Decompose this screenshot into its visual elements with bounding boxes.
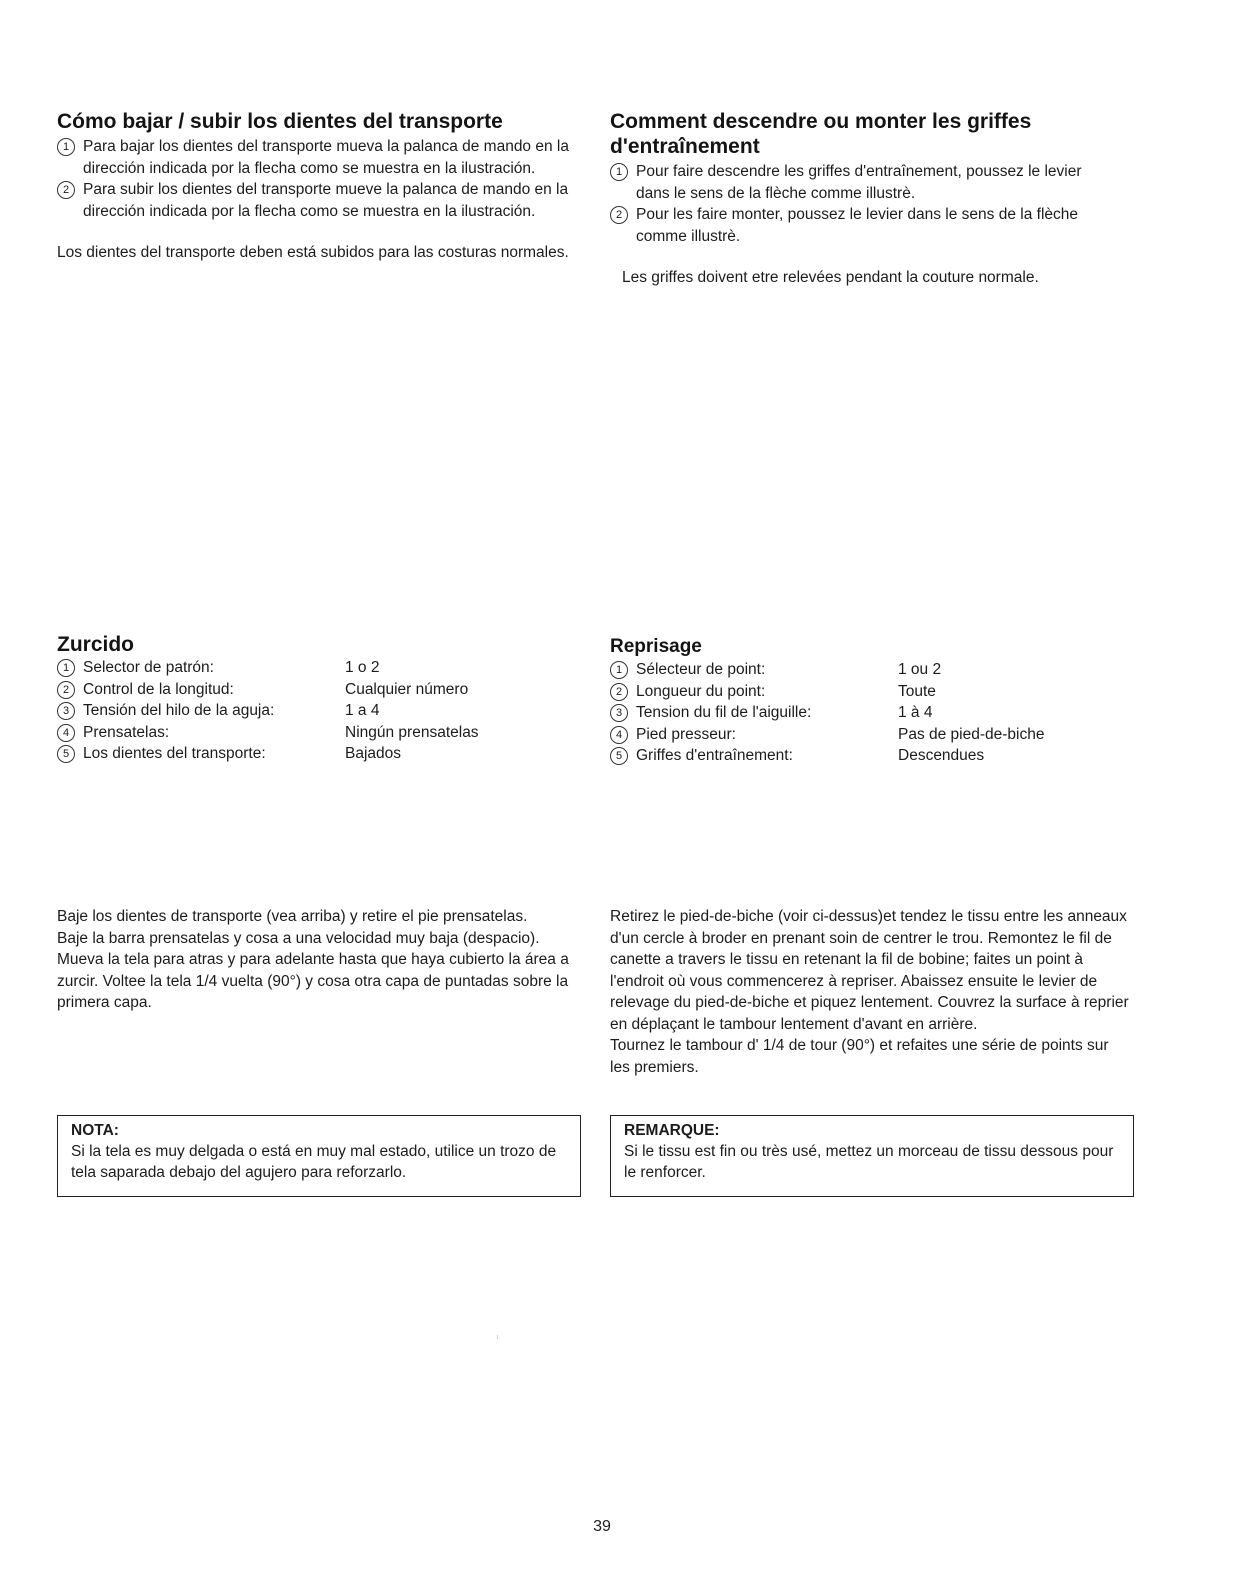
fr-feed-dogs-step [610,204,1110,247]
instruction-paragraph: Mueva la tela para atras y para adelante hasta que haya cubierto la área a zurcir. Voltee la tela 1/4 vuelta (90°) y cosa otra capa de puntadas sobre la primera capa. [57,951,569,1011]
settings-row [610,724,1045,746]
es-darning-settings [57,657,479,765]
settings-row [57,743,479,765]
circled-number: 5 [610,747,628,765]
fr-feed-dogs-note: Les griffes doivent etre relevées pendant la couture normale. [622,269,1039,286]
instruction-paragraph: Baje la barra prensatelas y cosa a una velocidad muy baja (despacio). [57,929,540,947]
step-text: Pour faire descendre les griffes d'entraînement, poussez le levier dans le sens de la flèche comme illustrè. [636,163,1082,202]
es-darning-title: Zurcido [57,633,134,656]
fr-note-box [610,1115,1134,1197]
circled-number: 2 [57,681,75,699]
instruction-paragraph: Baje los dientes de transporte (vea arriba) y retire el pie prensatelas. [57,908,528,925]
settings-row [610,681,1045,703]
setting-label: Pied presseur: [636,725,736,743]
es-note-text: Si la tela es muy delgada o está en muy mal estado, utilice un trozo de tela saparada debajo del agujero para reforzarlo. [71,1143,557,1181]
es-feed-dogs-step [57,179,587,222]
circled-number: 3 [610,704,628,722]
es-feed-dogs-section [57,109,587,264]
es-note-title: NOTA: [71,1122,119,1139]
setting-label: Selector de patrón: [83,659,214,676]
es-darning-instructions [57,906,582,1014]
settings-row [610,702,1045,724]
setting-value: 1 à 4 [898,704,933,721]
settings-row [57,657,479,679]
fr-darning-settings [610,659,1045,767]
setting-label: Tensión del hilo de la aguja: [83,702,275,719]
setting-label: Prensatelas: [83,723,170,741]
circled-number: 4 [57,724,75,742]
fr-feed-dogs-steps [610,161,1110,247]
settings-row [57,700,479,722]
setting-label: Griffes d'entraînement: [636,747,793,764]
instruction-paragraph: Tournez le tambour d' 1/4 de tour (90°) et refaites une série de points sur les premiers. [610,1037,1109,1076]
fr-feed-dogs-step [610,161,1110,204]
fr-feed-dogs-section [610,109,1110,289]
settings-row [610,745,1045,767]
settings-row [57,679,479,701]
fr-note-text: Si le tissu est fin ou très usé, mettez un morceau de tissu dessous pour le renforcer. [624,1143,1114,1181]
setting-value: 1 a 4 [345,702,380,719]
circled-number: 1 [610,661,628,679]
fr-darning-section [610,634,1130,767]
step-text: Pour les faire monter, poussez le levier dans le sens de la flèche comme illustrè. [636,206,1078,245]
step-text: Para bajar los dientes del transporte mueva la palanca de mando en la dirección indicada por la flecha como se muestra en la ilustración. [83,138,569,177]
circled-number: 4 [610,726,628,744]
es-feed-dogs-step [57,136,587,179]
circled-number: 5 [57,745,75,763]
es-darning-section [57,632,587,765]
fr-note-title: REMARQUE: [624,1122,720,1139]
page-number: 39 [593,1518,611,1535]
fr-darning-title: Reprisage [610,636,702,657]
setting-value: 1 o 2 [345,659,380,676]
es-feed-dogs-steps [57,136,587,222]
es-feed-dogs-note: Los dientes del transporte deben está subidos para las costuras normales. [57,244,569,261]
circled-number: 1 [57,138,75,156]
setting-value: Descendues [898,747,985,764]
setting-label: Tension du fil de l'aiguille: [636,704,812,721]
instruction-paragraph: Retirez le pied-de-biche (voir ci-dessus)et tendez le tissu entre les anneaux d'un cercle à broder en prenant soin de centrer le trou. Remontez le fil de canette a travers le tissu en retenant la fil de bobine; faites un point à l'endroit où vous commencerez à repriser. Abaissez ensuite le levier de relevage du pied-de-biche et piquez lentement. Couvrez la surface à reprier en déplaçant le tambour lentement d'avant en arrière. [610,908,1129,1033]
circled-number: 2 [610,683,628,701]
setting-value: 1 ou 2 [898,661,942,678]
step-text: Para subir los dientes del transporte mueve la palanca de mando en la dirección indicada por la flecha como se muestra en la ilustración. [83,181,569,220]
fr-darning-instructions [610,906,1132,1078]
fr-feed-dogs-title: Comment descendre ou monter les griffes d'entraînement [610,110,1032,158]
setting-value: Pas de pied-de-biche [898,725,1045,743]
circled-number: 3 [57,702,75,720]
es-note-box [57,1115,581,1197]
settings-row [610,659,1045,681]
circled-number: 2 [57,181,75,199]
setting-value: Cualquier número [345,680,469,698]
setting-label: Longueur du point: [636,682,766,700]
setting-value: Toute [898,682,936,700]
circled-number: 2 [610,206,628,224]
setting-label: Sélecteur de point: [636,661,766,678]
circled-number: 1 [610,163,628,181]
setting-value: Ningún prensatelas [345,723,479,741]
circled-number: 1 [57,659,75,677]
setting-value: Bajados [345,745,402,762]
es-feed-dogs-title: Cómo bajar / subir los dientes del transporte [57,110,503,133]
setting-label: Control de la longitud: [83,680,234,698]
setting-label: Los dientes del transporte: [83,745,266,762]
settings-row [57,722,479,744]
scan-mark [497,1335,498,1339]
